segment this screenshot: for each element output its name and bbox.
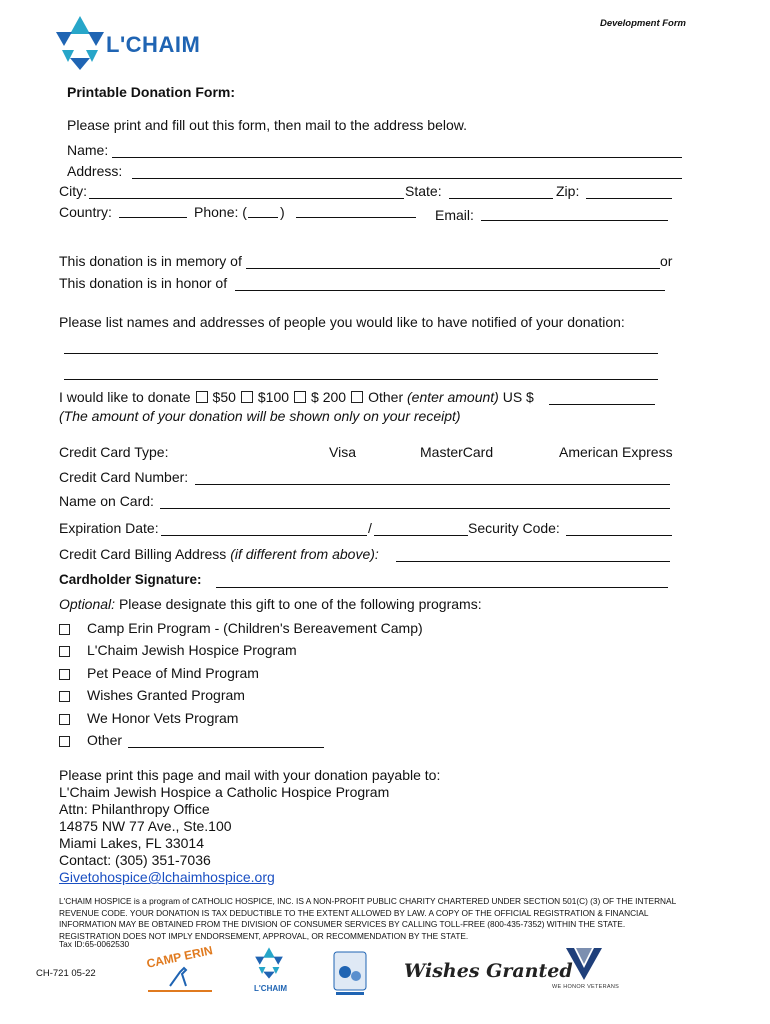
program-checkbox-5[interactable] bbox=[59, 736, 70, 747]
phone-area-field[interactable] bbox=[248, 206, 278, 218]
card-type-label: Credit Card Type: bbox=[59, 444, 169, 460]
name-on-card-field[interactable] bbox=[160, 495, 670, 509]
signature-label: Cardholder Signature: bbox=[59, 572, 202, 587]
name-on-card-label: Name on Card: bbox=[59, 493, 154, 509]
amount-100-label: $100 bbox=[257, 389, 290, 405]
billing-address bbox=[59, 546, 379, 562]
program-label-4: We Honor Vets Program bbox=[87, 710, 239, 726]
card-mastercard-option[interactable]: MasterCard bbox=[420, 444, 494, 460]
camp-erin-logo-text: CAMP ERIN bbox=[145, 943, 214, 971]
security-field[interactable] bbox=[566, 522, 672, 536]
card-visa-option[interactable]: Visa bbox=[329, 444, 356, 460]
star-of-david-icon bbox=[54, 14, 106, 72]
mailing-attn: Attn: Philanthropy Office bbox=[59, 801, 210, 817]
wishes-granted-logo: Wishes Granted bbox=[404, 960, 573, 982]
memory-field[interactable] bbox=[246, 255, 660, 269]
lchaim-footer-logo-text: L'CHAIM bbox=[254, 984, 288, 993]
amount-other-note: (enter amount) bbox=[407, 389, 499, 405]
amount-200-label: $ 200 bbox=[311, 389, 347, 405]
city-field[interactable] bbox=[89, 185, 404, 199]
billing-label: Credit Card Billing Address bbox=[59, 546, 227, 562]
notify-field-2[interactable] bbox=[64, 366, 658, 380]
amount-100-checkbox[interactable] bbox=[241, 391, 253, 403]
amount-200-checkbox[interactable] bbox=[294, 391, 306, 403]
heron-icon bbox=[166, 966, 196, 988]
optional-text: Please designate this gift to one of the following programs: bbox=[118, 596, 482, 612]
country-label: Country: bbox=[59, 204, 112, 220]
donate-prefix: I would like to donate bbox=[59, 389, 191, 405]
expiration-label: Expiration Date: bbox=[59, 520, 159, 536]
notify-label: Please list names and addresses of people you would like to have notified of your donation: bbox=[59, 314, 625, 330]
billing-field[interactable] bbox=[396, 548, 670, 562]
signature-field[interactable] bbox=[216, 574, 668, 588]
mailing-block bbox=[59, 767, 440, 886]
mailing-email-link[interactable]: Givetohospice@lchaimhospice.org bbox=[59, 869, 275, 885]
zip-field[interactable] bbox=[586, 185, 672, 199]
amount-currency: US $ bbox=[502, 389, 534, 405]
mailing-org: L'Chaim Jewish Hospice a Catholic Hospice Program bbox=[59, 784, 390, 800]
program-label-2: Pet Peace of Mind Program bbox=[87, 665, 259, 681]
logo-text: L'CHAIM bbox=[106, 32, 201, 57]
lchaim-footer-logo bbox=[244, 946, 294, 1002]
amount-50-checkbox[interactable] bbox=[196, 391, 208, 403]
name-field[interactable] bbox=[112, 144, 682, 158]
mailing-street: 14875 NW 77 Ave., Ste.100 bbox=[59, 818, 232, 834]
phone-field[interactable] bbox=[296, 206, 416, 218]
address-label: Address: bbox=[67, 163, 123, 179]
program-label-0: Camp Erin Program - (Children's Bereavement Camp) bbox=[87, 620, 423, 636]
card-amex-option[interactable]: American Express bbox=[559, 444, 673, 460]
tax-id: Tax ID:65-0062530 bbox=[59, 939, 130, 949]
honor-field[interactable] bbox=[235, 277, 665, 291]
amount-other-field[interactable] bbox=[549, 391, 655, 405]
doc-label: Development Form bbox=[599, 18, 686, 29]
program-other-field[interactable] bbox=[128, 734, 324, 748]
program-checkbox-1[interactable] bbox=[59, 646, 70, 657]
star-of-david-small-icon bbox=[254, 946, 284, 980]
phone-paren: ) bbox=[280, 204, 285, 220]
pet-peace-icon bbox=[330, 950, 370, 1000]
security-label: Security Code: bbox=[468, 520, 560, 536]
vets-logo-text: WE HONOR VETERANS bbox=[552, 984, 620, 990]
email-label: Email: bbox=[435, 207, 474, 223]
card-number-label: Credit Card Number: bbox=[59, 469, 189, 485]
expiration-year-field[interactable] bbox=[374, 522, 468, 536]
receipt-note: (The amount of your donation will be shown only on your receipt) bbox=[59, 408, 461, 424]
honor-label: This donation is in honor of bbox=[59, 275, 228, 291]
optional-label: Optional: bbox=[59, 596, 116, 612]
form-title: Printable Donation Form: bbox=[67, 84, 235, 100]
donation-amounts bbox=[59, 389, 534, 405]
amount-other-label: Other bbox=[368, 389, 404, 405]
legal-text: L'CHAIM HOSPICE is a program of CATHOLIC HOSPICE, INC. IS A NON-PROFIT PUBLIC CHARITY CHARTERED UNDER SECTION 501(C) (3) OF THE INTERNAL REVENUE CODE. YOUR DONATION IS TAX DEDUCTIBLE TO THE EXTENT ALLOWED BY LAW. A COPY OF THE OFFICIAL REGISTRATION & FINANCIAL INFORMATION MAY BE OBTAINED FROM THE DIVISION OF CONSUMER SERVICES BY CALLING TOLL-FREE (800-435-7352) WITHIN THE STATE. REGISTRATION DOES NOT IMPLY ENDORSEMENT, APPROVAL, OR RECOMMENDATION BY THE STATE. bbox=[59, 896, 676, 941]
state-label: State: bbox=[405, 183, 442, 199]
expiration-month-field[interactable] bbox=[161, 522, 367, 536]
lchaim-logo bbox=[54, 14, 204, 74]
program-label-5: Other bbox=[87, 732, 123, 748]
city-label: City: bbox=[59, 183, 87, 199]
mailing-intro: Please print this page and mail with your donation payable to: bbox=[59, 767, 441, 783]
expiration-slash: / bbox=[368, 520, 372, 536]
card-number-field[interactable] bbox=[195, 471, 670, 485]
program-checkbox-2[interactable] bbox=[59, 669, 70, 680]
memory-label: This donation is in memory of bbox=[59, 253, 242, 269]
program-checkbox-0[interactable] bbox=[59, 624, 70, 635]
email-field[interactable] bbox=[481, 209, 668, 221]
we-honor-vets-logo bbox=[552, 944, 622, 1000]
mailing-city: Miami Lakes, FL 33014 bbox=[59, 835, 204, 851]
address-field[interactable] bbox=[132, 165, 682, 179]
optional-header bbox=[59, 596, 482, 612]
notify-field-1[interactable] bbox=[64, 340, 658, 354]
country-field[interactable] bbox=[119, 206, 187, 218]
pet-peace-logo bbox=[330, 950, 370, 1000]
memory-or: or bbox=[660, 253, 673, 269]
instructions: Please print and fill out this form, then mail to the address below. bbox=[67, 117, 467, 133]
amount-other-checkbox[interactable] bbox=[351, 391, 363, 403]
program-label-1: L'Chaim Jewish Hospice Program bbox=[87, 642, 297, 658]
phone-label: Phone: ( bbox=[194, 204, 247, 220]
mailing-contact: Contact: (305) 351-7036 bbox=[59, 852, 211, 868]
zip-label: Zip: bbox=[556, 183, 580, 199]
state-field[interactable] bbox=[449, 185, 553, 199]
program-checkbox-4[interactable] bbox=[59, 714, 70, 725]
camp-erin-logo bbox=[142, 943, 218, 1000]
program-checkbox-3[interactable] bbox=[59, 691, 70, 702]
amount-50-label: $50 bbox=[212, 389, 236, 405]
program-label-3: Wishes Granted Program bbox=[87, 687, 245, 703]
name-label: Name: bbox=[67, 142, 109, 158]
billing-note: (if different from above): bbox=[230, 546, 379, 562]
vets-shield-icon bbox=[564, 944, 604, 982]
form-code: CH-721 05-22 bbox=[36, 968, 96, 979]
